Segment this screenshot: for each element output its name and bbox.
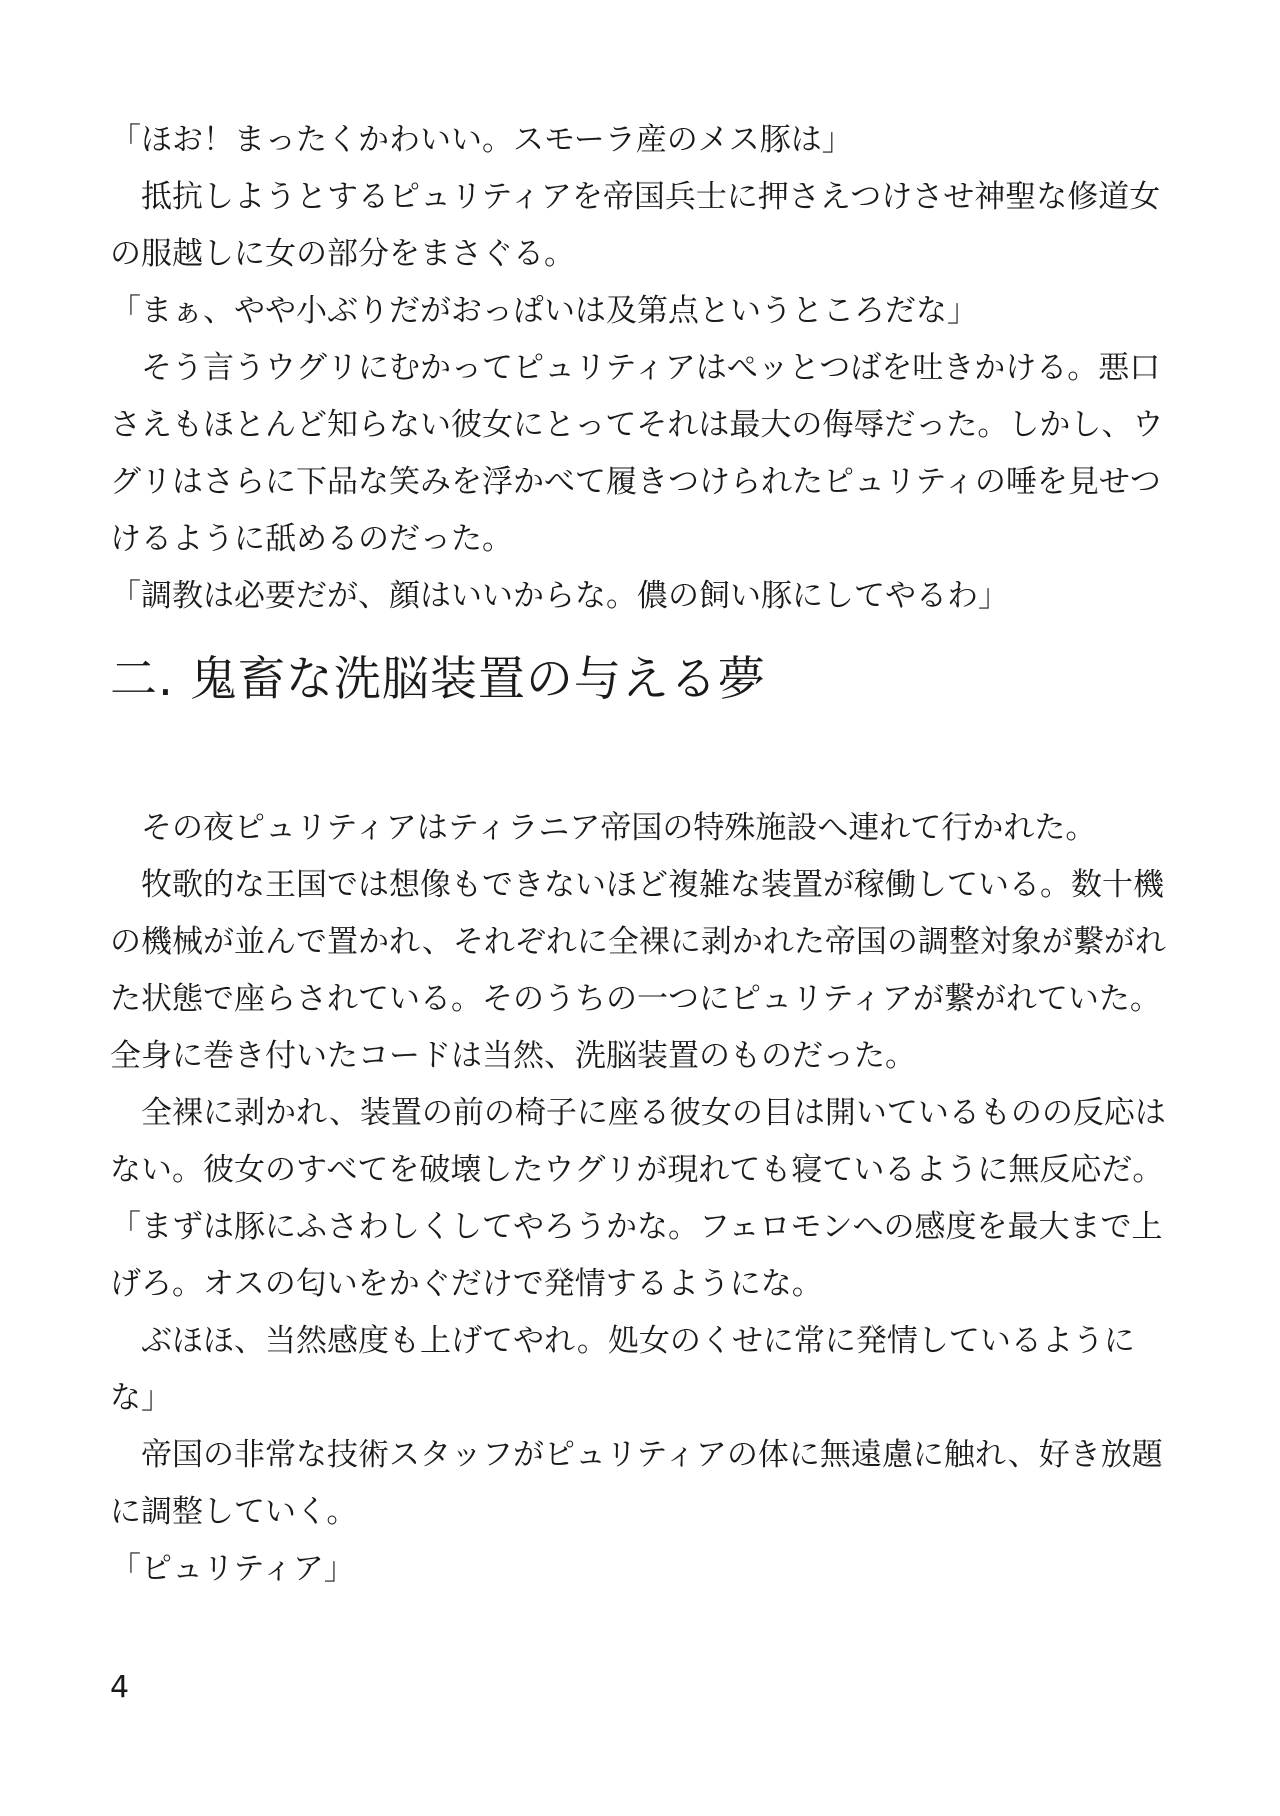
paragraph: 「まぁ、やや小ぶりだがおっぱいは及第点というところだな」 [110, 293, 978, 329]
paragraph: その夜ピュリティアはティラニア帝国の特殊施設へ連れて行かれた。 [110, 810, 1097, 846]
section-2-body [110, 800, 1170, 1598]
paragraph: 「ピュリティア」 [110, 1551, 355, 1587]
paragraph: 「調教は必要だが、顔はいいからな。儂の飼い豚にしてやるわ」 [110, 578, 1009, 614]
paragraph: 「ほお！まったくかわいい。スモーラ産のメス豚は」 [110, 122, 853, 158]
paragraph: そう言うウグリにむかってピュリティアはぺッとつばを吐きかける。悪口さえもほとんど知らない彼女にとってそれは最大の侮辱だった。しかし、ウグリはさらに下品な笑みを浮かべて履きつけられたピュリティの唾を見せつけるように舐めるのだった。 [110, 350, 1164, 557]
paragraph: ぶほほ、当然感度も上げてやれ。処女のくせに常に発情しているようにな」 [110, 1323, 1135, 1416]
paragraph: 牧歌的な王国では想像もできないほど複雑な装置が稼働している。数十機の機械が並んで置かれ、それぞれに全裸に剥かれた帝国の調整対象が繋がれた状態で座らされている。そのうちの一つにピュリティアが繋がれていた。全身に巻き付いたコードは当然、洗脳装置のものだった。 [110, 867, 1166, 1074]
chapter-heading: 二. 鬼畜な洗脳装置の与える夢 [110, 652, 766, 707]
page-number: 4 [110, 1670, 130, 1705]
paragraph: 全裸に剥かれ、装置の前の椅子に座る彼女の目は開いているものの反応はない。彼女のすべてを破壊したウグリが現れても寝ているように無反応だ。 [110, 1095, 1166, 1188]
paragraph: 抵抗しようとするピュリティアを帝国兵士に押さえつけさせ神聖な修道女の服越しに女の部分をまさぐる。 [110, 179, 1161, 272]
section-1-body [110, 112, 1170, 625]
paragraph: 帝国の非常な技術スタッフがピュリティアの体に無遠慮に触れ、好き放題に調整していく。 [110, 1437, 1163, 1530]
paragraph: 「まずは豚にふさわしくしてやろうかな。フェロモンへの感度を最大まで上げろ。オスの匂いをかぐだけで発情するようにな。 [110, 1209, 1163, 1302]
